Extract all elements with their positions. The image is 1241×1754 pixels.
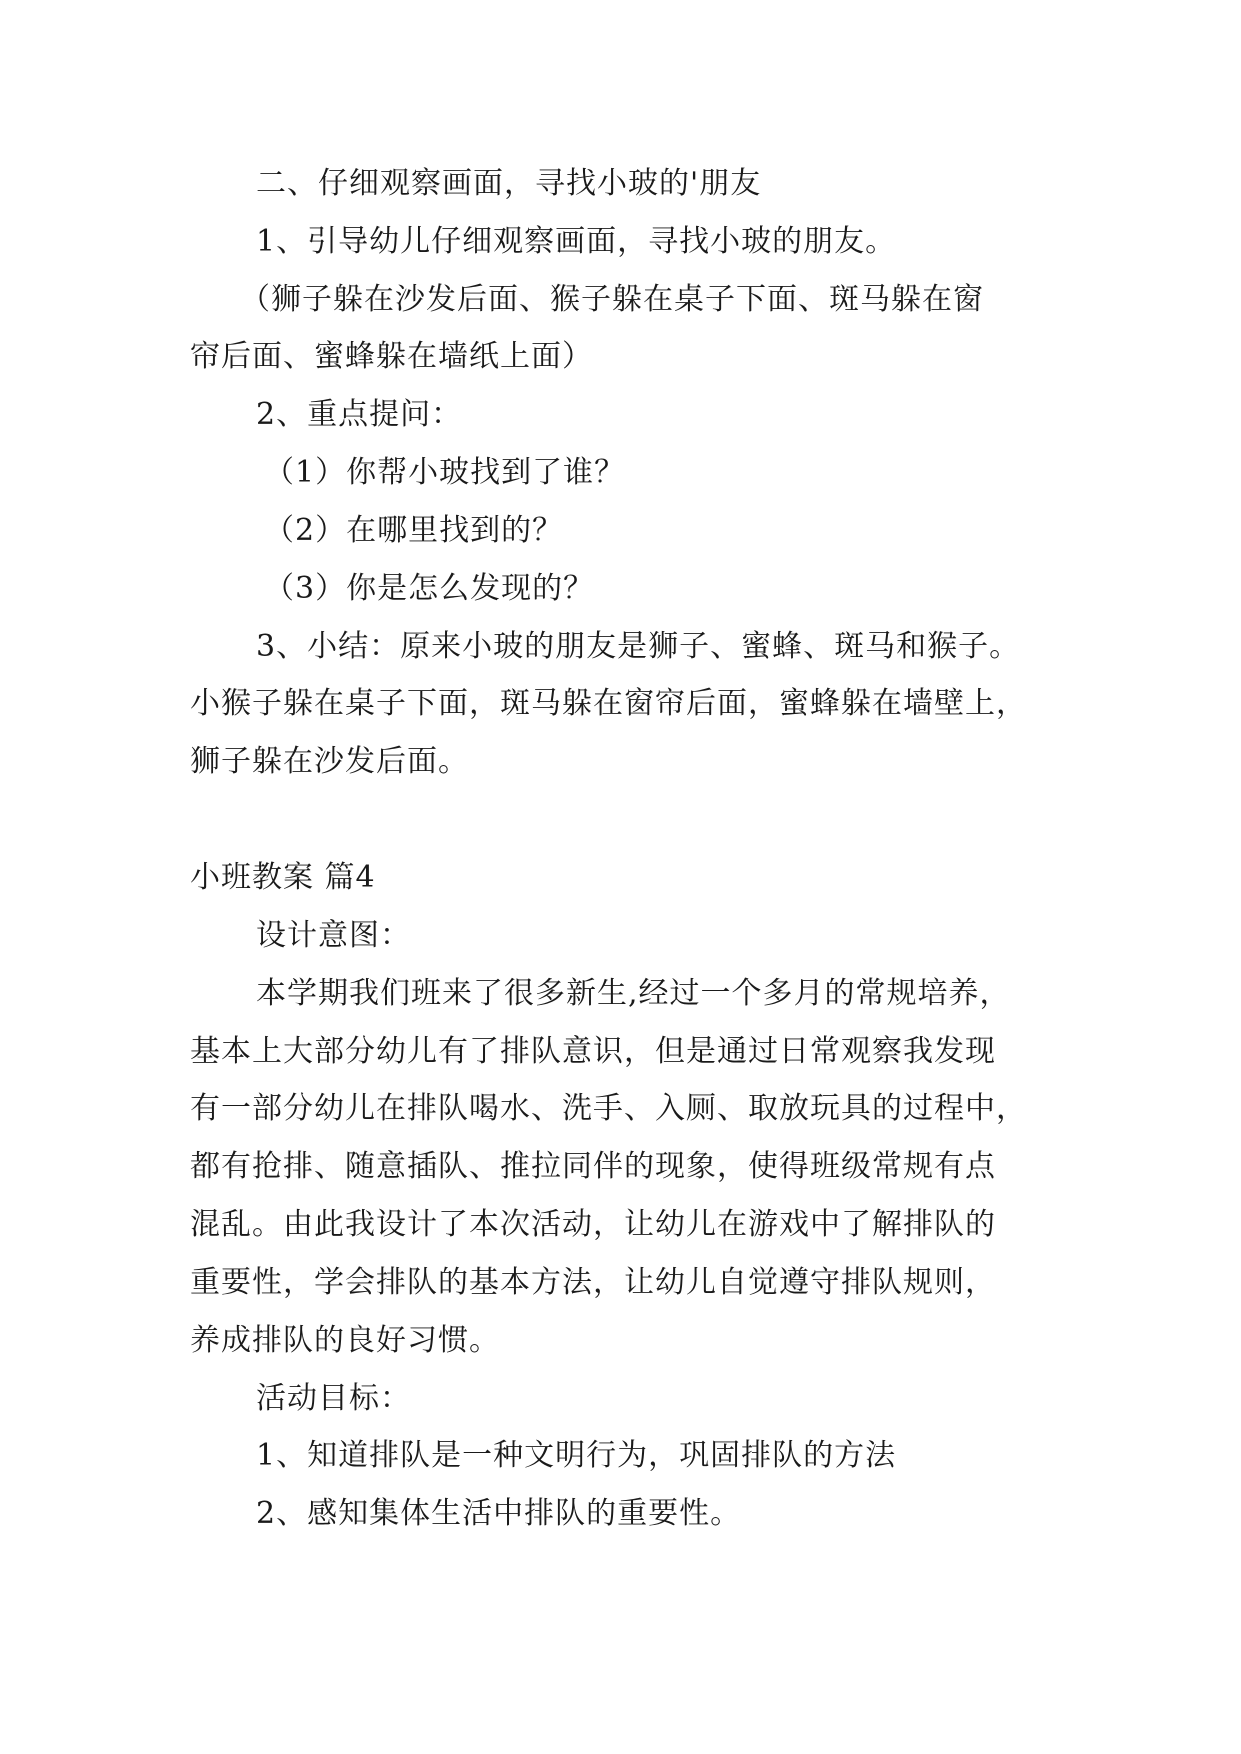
paragraph-line: 帘后面、蜜蜂躲在墙纸上面） bbox=[190, 339, 593, 374]
section-heading: 二、仔细观察画面，寻找小玻的'朋友 bbox=[256, 166, 762, 201]
paragraph-line: 1、引导幼儿仔细观察画面，寻找小玻的朋友。 bbox=[256, 224, 897, 259]
paragraph-line: 2、重点提问： bbox=[256, 397, 463, 432]
paragraph-line: 本学期我们班来了很多新生,经过一个多月的常规培养， bbox=[256, 976, 1011, 1011]
paragraph-line: 重要性，学会排队的基本方法，让幼儿自觉遵守排队规则， bbox=[190, 1265, 996, 1300]
paragraph-line: 基本上大部分幼儿有了排队意识，但是通过日常观察我发现 bbox=[190, 1034, 996, 1069]
subheading: 设计意图： bbox=[256, 918, 411, 953]
paragraph-line: 3、小结：原来小玻的朋友是狮子、蜜蜂、斑马和猴子。 bbox=[256, 629, 1021, 664]
question-line: （2）在哪里找到的？ bbox=[264, 513, 564, 548]
paragraph-line: 2、感知集体生活中排队的重要性。 bbox=[256, 1496, 742, 1531]
paragraph-line: 狮子躲在沙发后面。 bbox=[190, 744, 469, 779]
paragraph-line: 1、知道排队是一种文明行为，巩固排队的方法 bbox=[256, 1438, 897, 1473]
question-line: （1）你帮小玻找到了谁？ bbox=[264, 455, 626, 490]
paragraph-line: 都有抢排、随意插队、推拉同伴的现象，使得班级常规有点 bbox=[190, 1149, 996, 1184]
article-title: 小班教案 篇4 bbox=[190, 860, 376, 895]
paragraph-line: 小猴子躲在桌子下面，斑马躲在窗帘后面，蜜蜂躲在墙壁上， bbox=[190, 686, 1027, 721]
paragraph-line: （狮子躲在沙发后面、猴子躲在桌子下面、斑马躲在窗 bbox=[240, 282, 984, 317]
paragraph-line: 混乱。由此我设计了本次活动，让幼儿在游戏中了解排队的 bbox=[190, 1207, 996, 1242]
paragraph-line: 有一部分幼儿在排队喝水、洗手、入厕、取放玩具的过程中， bbox=[190, 1091, 1027, 1126]
question-line: （3）你是怎么发现的？ bbox=[264, 571, 595, 606]
subheading: 活动目标： bbox=[256, 1381, 411, 1416]
paragraph-line: 养成排队的良好习惯。 bbox=[190, 1323, 500, 1358]
